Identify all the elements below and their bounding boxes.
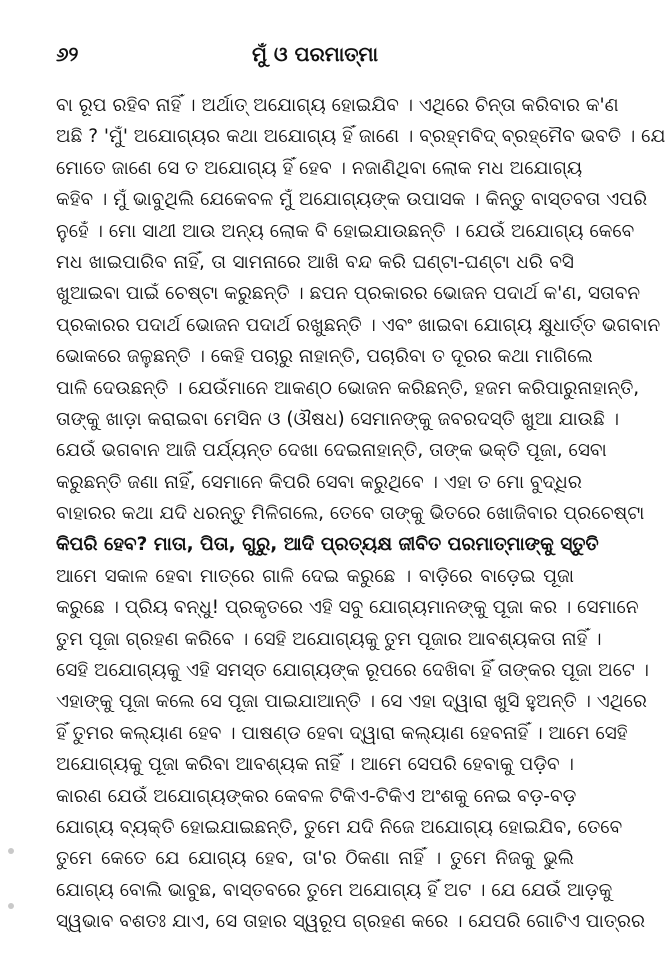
text-line: ପାଳି ଦେଉଛନ୍ତି । ଯେଉଁମାନେ ଆକଣ୍ଠ ଭୋଜନ କରିଛନ୍ତି, ହଜମ କରିପାରୁନାହାନ୍ତି, <box>56 377 640 399</box>
text-line: ମଧ ଖାଇପାରିବ ନାହିଁ, ତା ସାମନାରେ ଆଖି ବନ୍ଦ କରି ଘଣ୍ଟା-ଘଣ୍ଟା ଧରି ବସି <box>56 251 574 273</box>
text-line: ଯୋଗ୍ୟ ବ୍ୟକ୍ତି ହୋଇଯାଇଛନ୍ତି, ତୁମେ ଯଦି ନିଜେ ଅଯୋଗ୍ୟ ହୋଇଯିବ, ତେବେ <box>56 816 623 838</box>
text-line: ଏହାଙ୍କୁ ପୂଜା କଲେ ସେ ପୂଜା ପାଇଯାଆନ୍ତି । ସେ ଏହା ଦ୍ୱାରା ଖୁସି ହୁଅନ୍ତି । ଏଥିରେ <box>56 691 647 713</box>
text-line: ଯେଉଁ ଭଗବାନ ଆଜି ପର୍ଯ୍ୟନ୍ତ ଦେଖା ଦେଇନାହାନ୍ତି, ତାଙ୍କ ଭକ୍ତି ପୂଜା, ସେବା <box>56 440 607 462</box>
text-line: ମୋତେ ଜାଣେ ସେ ତ ଅଯୋଗ୍ୟ ହିଁ ହେବ । ନଜାଣିଥିବା ଲୋକ ମଧ ଅଯୋଗ୍ୟ <box>56 157 583 179</box>
text-line: ପ୍ରକାରର ପଦାର୍ଥ ଭୋଜନ ପଦାର୍ଥ ରଖୁଛନ୍ତି । ଏବଂ ଖାଇବା ଯୋଗ୍ୟ କ୍ଷୁଧାର୍ତ୍ତ ଭଗବାନ <box>56 314 661 336</box>
text-line: ତାଙ୍କୁ ଖାଡ଼ା କରାଇବା ମେସିନ ଓ (ଔଷଧ) ସେମାନଙ୍କୁ ଜବରଦସ୍ତି ଖୁଆ ଯାଉଛି । <box>56 408 620 430</box>
text-line: ସ୍ୱଭାବ ବଶତଃ ଯାଏ, ସେ ତାହାର ସ୍ୱରୂପ ଗ୍ରହଣ କରେ । ଯେପରି ଗୋଟିଏ ପାତ୍ରର <box>56 911 646 933</box>
text-line: ଅଛି ? 'ମୁଁ' ଅଯୋଗ୍ୟର କଥା ଅଯୋଗ୍ୟ ହିଁ ଜାଣେ । ବ୍ରହ୍ମବିଦ୍ ବ୍ରହ୍ମୈବ ଭବତି । ଯେ <box>56 126 665 148</box>
text-line: ଅଯୋଗ୍ୟକୁ ପୂଜା କରିବା ଆବଶ୍ୟକ ନାହିଁ । ଆମେ ସେପରି ହେବାକୁ ପଡ଼ିବ । <box>56 754 574 776</box>
text-line: ଖୁଆଇବା ପାଇଁ ଚେଷ୍ଟା କରୁଛନ୍ତି । ଛପନ ପ୍ରକାରର ଭୋଜନ ପଦାର୍ଥ କ'ଣ, ସତାବନ <box>56 283 641 305</box>
body-text <box>56 90 665 938</box>
running-title: ମୁଁ ଓ ପରମାତ୍ମା <box>251 42 379 66</box>
margin-speck <box>8 903 14 909</box>
text-line: ଭୋକରେ ଜଳୁଛନ୍ତି । କେହି ପଚାରୁ ନାହାନ୍ତି, ପଚାରିବା ତ ଦୂରର କଥା ମାଗିଲେ <box>56 346 593 368</box>
text-line: କରୁଛେ । ପ୍ରିୟ ବନ୍ଧୁ! ପ୍ରକୃତରେ ଏହି ସବୁ ଯୋଗ୍ୟମାନଙ୍କୁ ପୂଜା କର । ସେମାନେ <box>56 597 639 619</box>
text-line: ତୁମେ କେତେ ଯେ ଯୋଗ୍ୟ ହେବ, ତା'ର ଠିକଣା ନାହିଁ । ତୁମେ ନିଜକୁ ଭୁଲି <box>56 848 574 870</box>
text-line: କରୁଛନ୍ତି ଜଣା ନାହିଁ, ସେମାନେ କିପରି ସେବା କରୁଥିବେ । ଏହା ତ ମୋ ବୁଦ୍ଧିର <box>56 471 582 493</box>
text-line: କାରଣ ଯେଉଁ ଅଯୋଗ୍ୟଙ୍କର କେବଳ ଟିକିଏ-ଟିକିଏ ଅଂଶକୁ ନେଇ ବଡ଼-ବଡ଼ <box>56 785 577 807</box>
text-line: କହିବ । ମୁଁ ଭାବୁଥିଲି ଯେକେବଳ ମୁଁ ଅଯୋଗ୍ୟଙ୍କ ଉପାସକ । କିନ୍ତୁ ବାସ୍ତବତା ଏପରି <box>56 189 648 211</box>
text-line: ବାହାରର କଥା ଯଦି ଧରନ୍ତୁ ମିଳିଗଲେ, ତେବେ ତାଙ୍କୁ ଭିତରେ ଖୋଜିବାର ପ୍ରଚେଷ୍ଟା <box>56 503 645 525</box>
text-line: ନୁହେଁ । ମୋ ସାଥୀ ଆଉ ଅନ୍ୟ ଲୋକ ବି ହୋଇଯାଉଛନ୍ତି । ଯେଉଁ ଅଯୋଗ୍ୟ କେବେ <box>56 220 635 242</box>
text-line: ବା ରୂପ ରହିବ ନାହିଁ । ଅର୍ଥାତ୍ ଅଯୋଗ୍ୟ ହୋଇଯିବ । ଏଥିରେ ଚିନ୍ତା କରିବାର କ'ଣ <box>56 95 619 116</box>
margin-speck <box>8 848 14 854</box>
text-line: ତୁମ ପୂଜା ଗ୍ରହଣ କରିବେ । ସେହି ଅଯୋଗ୍ୟକୁ ତୁମ ପୂଜାର ଆବଶ୍ୟକତା ନାହିଁ । <box>56 628 602 650</box>
text-line: ଯୋଗ୍ୟ ବୋଲି ଭାବୁଛ, ବାସ୍ତବରେ ତୁମେ ଅଯୋଗ୍ୟ ହିଁ ଅଟ । ଯେ ଯେଉଁ ଆଡ଼କୁ <box>56 879 613 901</box>
text-line: ସେହି ଅଯୋଗ୍ୟକୁ ଏହି ସମସ୍ତ ଯୋଗ୍ୟଙ୍କ ରୂପରେ ଦେଖିବା ହିଁ ତାଙ୍କର ପୂଜା ଅଟେ । <box>56 660 649 682</box>
text-line: ହିଁ ତୁମର କଲ୍ୟାଣ ହେବ । ପାଷଣ୍ଡ ହେବା ଦ୍ୱାରା କଲ୍ୟାଣ ହେବନାହିଁ । ଆମେ ସେହି <box>56 722 628 744</box>
text-line: କିପରି ହେବ? ମାତା, ପିତା, ଗୁରୁ, ଆଦି ପ୍ରତ୍ୟକ୍ଷ ଜୀବିତ ପରମାତ୍ମାଙ୍କୁ ସ୍ତୁତି <box>56 534 599 556</box>
page-header <box>56 40 574 70</box>
page-number: ୬୨ <box>56 42 79 66</box>
text-line: ଆମେ ସକାଳ ହେବା ମାତ୍ରେ ଗାଳି ଦେଇ କରୁଛେ । ବାଡ଼ିରେ ବାଡ଼େଇ ପୂଜା <box>56 565 574 587</box>
